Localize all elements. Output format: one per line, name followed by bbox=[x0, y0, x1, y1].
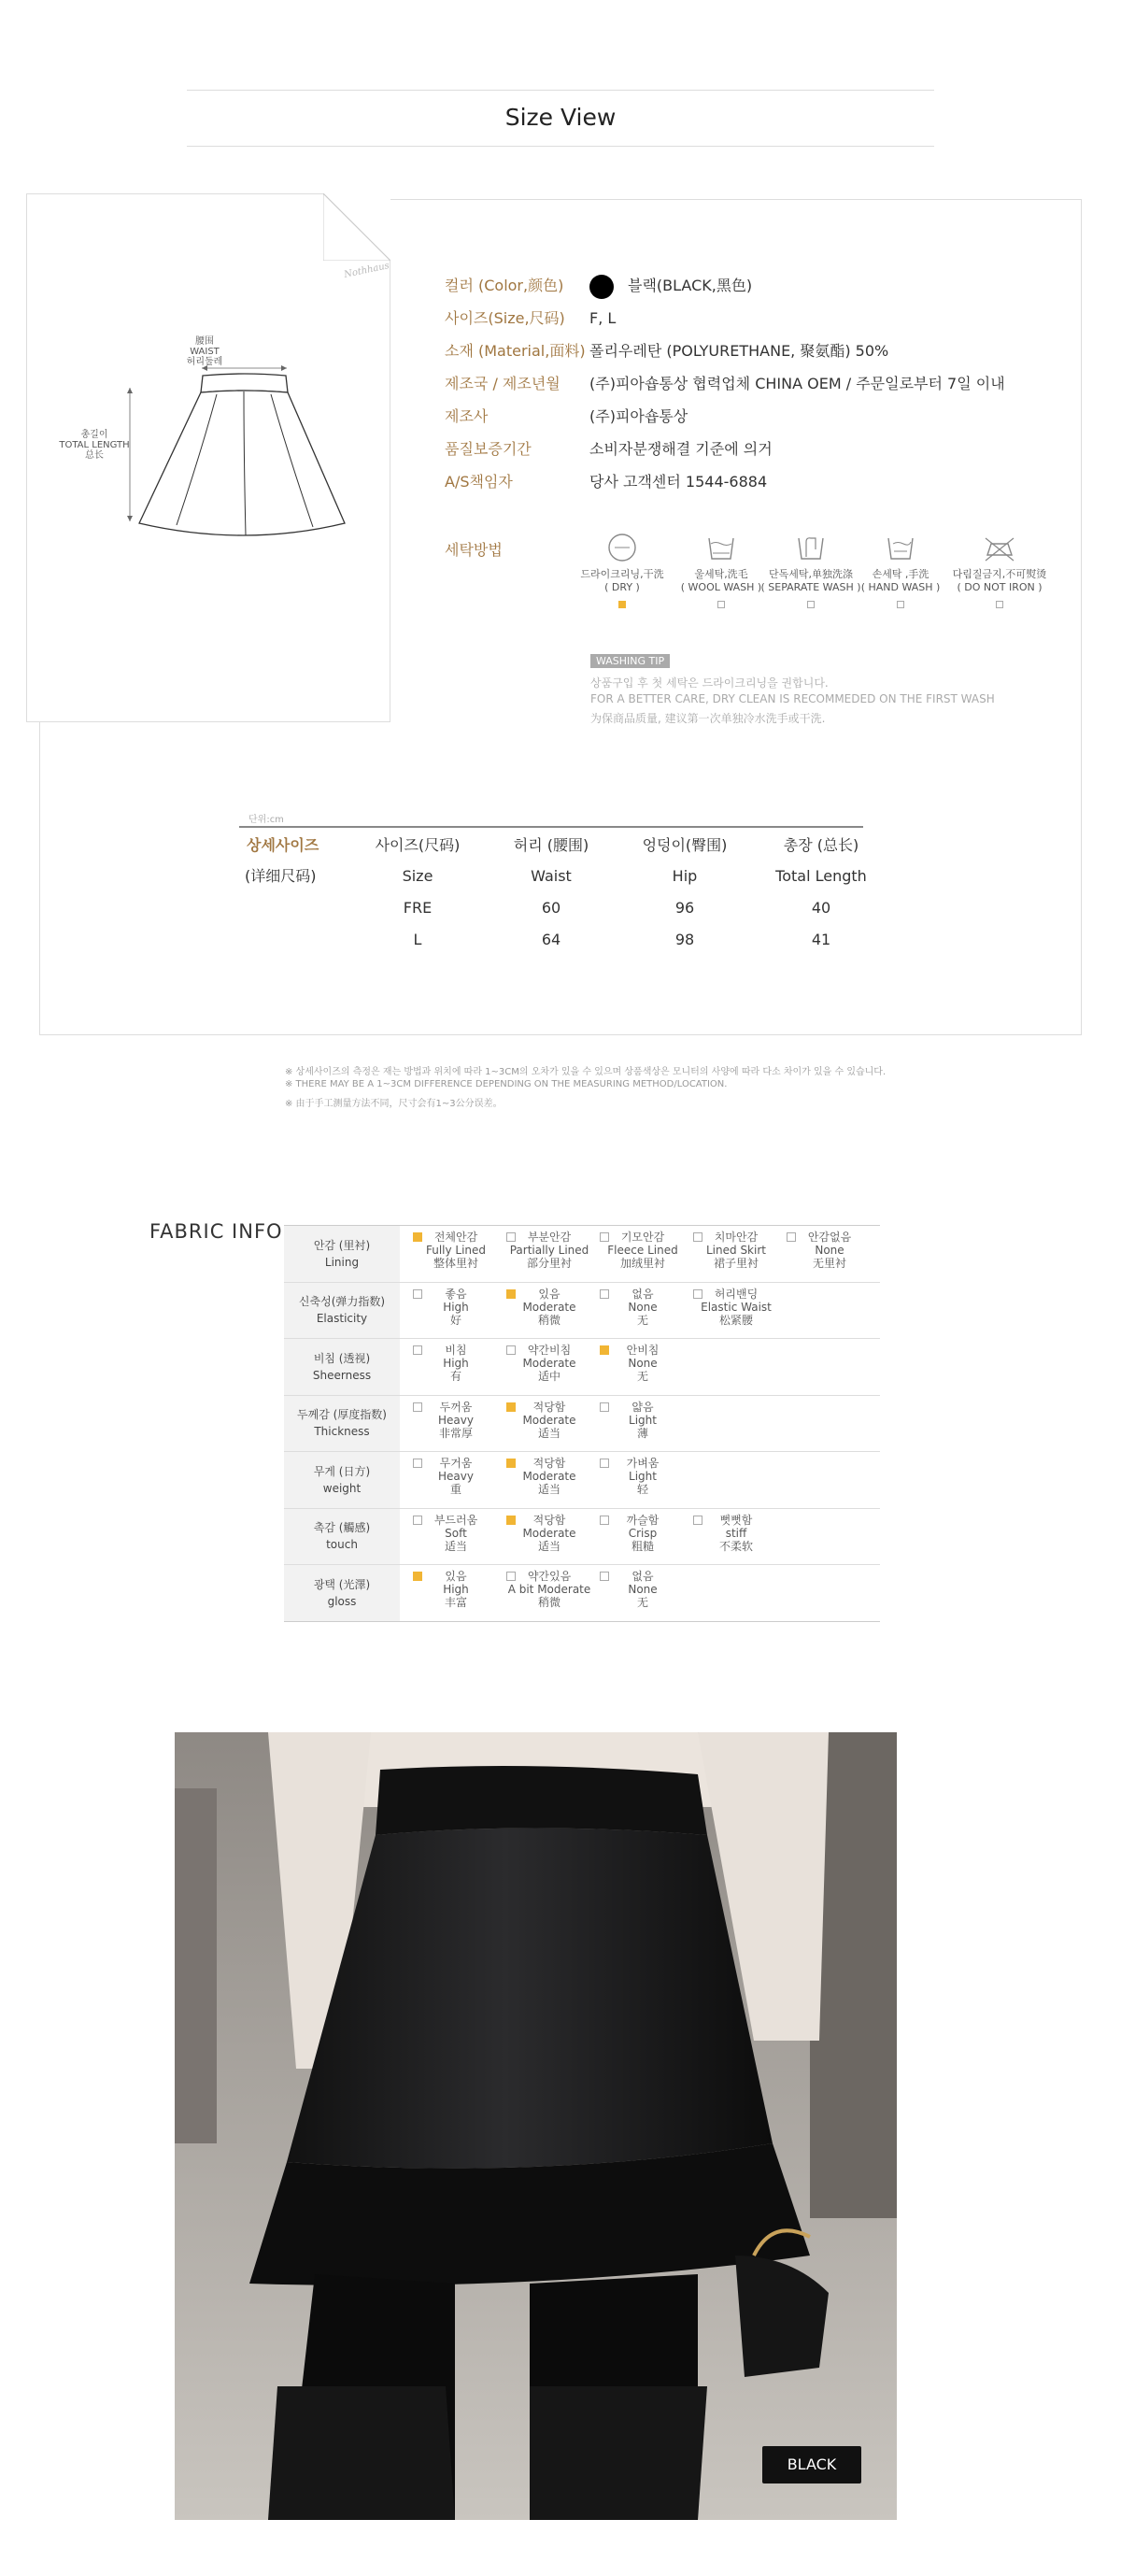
fabric-option-zh: 松紧腰 bbox=[718, 1313, 753, 1327]
fabric-row-head bbox=[284, 1226, 400, 1282]
fabric-option-zh: 无 bbox=[636, 1370, 648, 1383]
fabric-option-en: None bbox=[628, 1357, 658, 1370]
fabric-option-checkbox bbox=[506, 1232, 516, 1242]
fabric-row-head bbox=[284, 1396, 400, 1452]
size-table-rule bbox=[239, 826, 863, 828]
property-value: F, L bbox=[589, 309, 617, 327]
care-hand-wash: 손세탁 ,手洗 ( HAND WASH ) bbox=[844, 533, 957, 608]
fabric-option-en: Moderate bbox=[522, 1470, 576, 1483]
fabric-option-en: Elastic Waist bbox=[701, 1300, 772, 1314]
fabric-option bbox=[503, 1288, 596, 1327]
fabric-option-en: Moderate bbox=[522, 1413, 576, 1427]
fabric-option-zh: 稍微 bbox=[537, 1596, 560, 1609]
property-label: 제조사 bbox=[445, 407, 489, 425]
fabric-option bbox=[503, 1401, 596, 1440]
fabric-row-label-en: Elasticity bbox=[316, 1312, 368, 1326]
property-label: 소재 (Material,面料) bbox=[445, 342, 586, 360]
size-note: ※ THERE MAY BE A 1~3CM DIFFERENCE DEPENDING ON THE MEASURING METHOD/LOCATION. bbox=[285, 1079, 728, 1089]
fabric-option-checkbox bbox=[413, 1289, 422, 1299]
fabric-option-en: Moderate bbox=[522, 1300, 576, 1314]
fabric-option-checkbox bbox=[600, 1459, 609, 1468]
length-label: 총길이 TOTAL LENGTH 总长 bbox=[59, 430, 130, 461]
fabric-option-zh: 无 bbox=[636, 1313, 648, 1327]
fabric-row-label: 광택 (光澤) bbox=[313, 1577, 371, 1591]
fabric-option bbox=[503, 1231, 596, 1270]
page-title: Size View bbox=[504, 104, 617, 131]
size-cell: L bbox=[413, 931, 422, 948]
care-checkbox bbox=[996, 601, 1003, 608]
size-cell: 40 bbox=[811, 899, 831, 917]
fabric-option bbox=[596, 1288, 689, 1327]
fabric-option-en: Partially Lined bbox=[509, 1244, 589, 1257]
separate-wash-icon bbox=[795, 533, 827, 562]
fabric-option bbox=[596, 1514, 689, 1553]
fabric-row-head bbox=[284, 1339, 400, 1395]
fabric-row-label: 신축성(弹力指数) bbox=[298, 1295, 386, 1309]
fabric-option-zh: 适当 bbox=[537, 1426, 560, 1440]
fabric-row-label: 비침 (透视) bbox=[313, 1351, 371, 1365]
property-value: (주)피아숍통상 협력업체 CHINA OEM / 주문일로부터 7일 이내 bbox=[589, 375, 1005, 392]
fabric-option bbox=[503, 1514, 596, 1553]
care-dry-clean: 드라이크리닝,干洗 ( DRY ) bbox=[566, 533, 678, 608]
fabric-option-ko: 비침 bbox=[445, 1344, 467, 1357]
fabric-option-zh: 薄 bbox=[636, 1426, 648, 1440]
size-cell: 41 bbox=[811, 931, 831, 948]
fabric-row-label-en: Thickness bbox=[314, 1425, 370, 1439]
fabric-row-label-en: weight bbox=[322, 1481, 362, 1495]
fabric-row-label: 무게 (日方) bbox=[313, 1464, 371, 1478]
fabric-option-ko: 약간비침 bbox=[527, 1344, 572, 1357]
color-swatch-icon bbox=[589, 275, 614, 299]
size-cell: 64 bbox=[541, 931, 561, 948]
care-wool-wash: 울세탁,洗毛 ( WOOL WASH ) bbox=[665, 533, 777, 608]
fabric-row-head bbox=[284, 1283, 400, 1339]
fabric-option bbox=[503, 1457, 596, 1496]
fabric-option-en: Moderate bbox=[522, 1526, 576, 1540]
size-header: 사이즈(尺码) bbox=[375, 836, 461, 854]
washing-tip-badge: WASHING TIP bbox=[590, 654, 670, 668]
fabric-option-zh: 重 bbox=[449, 1483, 461, 1496]
fabric-option-ko: 얇음 bbox=[631, 1400, 654, 1414]
fabric-row-head bbox=[284, 1565, 400, 1621]
fabric-option-ko: 부드러움 bbox=[433, 1513, 478, 1527]
fabric-option-ko: 까슬함 bbox=[626, 1513, 660, 1527]
fabric-option-checkbox bbox=[506, 1345, 516, 1355]
fabric-option-en: Fully Lined bbox=[425, 1244, 487, 1257]
fabric-option-checkbox bbox=[413, 1345, 422, 1355]
fabric-option bbox=[596, 1457, 689, 1496]
fabric-option bbox=[503, 1344, 596, 1383]
fabric-option-ko: 약간있음 bbox=[527, 1570, 572, 1583]
fabric-option-ko: 적당함 bbox=[532, 1513, 566, 1527]
fabric-option-ko: 안감없음 bbox=[807, 1231, 852, 1244]
fabric-option bbox=[596, 1401, 689, 1440]
fabric-row bbox=[284, 1226, 880, 1283]
sketch-watermark: Nothhaus bbox=[343, 261, 390, 280]
size-side-label-zh: (详细尺码) bbox=[245, 867, 317, 885]
fabric-option-en: Moderate bbox=[522, 1357, 576, 1370]
property-value: 블랙(BLACK,黑色) bbox=[628, 277, 753, 294]
fabric-option-en: Lined Skirt bbox=[706, 1244, 766, 1257]
property-value: 당사 고객센터 1544-6884 bbox=[589, 473, 768, 491]
fabric-option-zh: 非常厚 bbox=[438, 1426, 473, 1440]
property-label: 사이즈(Size,尺码) bbox=[445, 309, 565, 327]
fabric-option bbox=[503, 1570, 596, 1609]
property-label: A/S책임자 bbox=[445, 473, 513, 491]
fabric-option-zh: 裙子里衬 bbox=[713, 1257, 759, 1270]
fabric-option bbox=[596, 1344, 689, 1383]
hand-wash-icon bbox=[885, 533, 916, 562]
fabric-option-ko: 좋음 bbox=[445, 1287, 467, 1301]
size-cell: 96 bbox=[674, 899, 695, 917]
fabric-option-checkbox bbox=[413, 1516, 422, 1525]
fabric-option-zh: 部分里衬 bbox=[526, 1257, 572, 1270]
fabric-option-zh: 有 bbox=[449, 1370, 461, 1383]
fabric-option-ko: 가벼움 bbox=[626, 1457, 660, 1470]
size-note: ※ 상세사이즈의 측정은 재는 방법과 위치에 따라 1~3CM의 오차가 있을 수 있으며 상품색상은 모니터의 사양에 따라 다소 차이가 있을 수 있습니다. bbox=[285, 1067, 887, 1077]
fabric-option-zh: 适中 bbox=[537, 1370, 560, 1383]
fabric-option-zh: 稍微 bbox=[537, 1313, 560, 1327]
washing-tip-line: FOR A BETTER CARE, DRY CLEAN IS RECOMMEDED ON THE FIRST WASH bbox=[590, 692, 995, 705]
size-unit: 단위:cm bbox=[248, 815, 284, 825]
fabric-option bbox=[689, 1514, 783, 1553]
fabric-option-en: High bbox=[443, 1300, 469, 1314]
fabric-option-checkbox bbox=[600, 1345, 609, 1355]
fabric-option-zh: 无里衬 bbox=[812, 1257, 846, 1270]
fabric-row-label: 촉감 (觸感) bbox=[313, 1521, 371, 1535]
do-not-iron-icon bbox=[982, 533, 1017, 562]
fabric-option-ko: 없음 bbox=[631, 1287, 654, 1301]
care-do-not-iron: 다림질금지,不可熨烫 ( DO NOT IRON ) bbox=[944, 533, 1056, 608]
fabric-option-en: Heavy bbox=[438, 1413, 474, 1427]
size-note: ※ 由于手工测量方法不同，尺寸会有1~3公分误差。 bbox=[285, 1099, 503, 1109]
skirt-sketch-card bbox=[26, 193, 390, 722]
fabric-option-checkbox bbox=[600, 1572, 609, 1581]
fabric-option-en: High bbox=[443, 1583, 469, 1596]
fabric-option-zh: 粗糙 bbox=[631, 1539, 654, 1553]
size-subheader: Hip bbox=[672, 867, 698, 885]
fabric-row-label-en: touch bbox=[326, 1538, 358, 1552]
fabric-option-ko: 있음 bbox=[538, 1287, 560, 1301]
fabric-option-checkbox bbox=[600, 1232, 609, 1242]
care-checkbox bbox=[807, 601, 815, 608]
page-fold-icon bbox=[323, 193, 390, 261]
property-label: 품질보증기간 bbox=[445, 440, 532, 458]
fabric-option bbox=[409, 1457, 503, 1496]
fabric-option-checkbox bbox=[413, 1459, 422, 1468]
fabric-option bbox=[596, 1231, 689, 1270]
fabric-option-ko: 전체안감 bbox=[433, 1231, 478, 1244]
fabric-row-head bbox=[284, 1452, 400, 1508]
size-subheader: Size bbox=[402, 867, 433, 885]
fabric-option-en: None bbox=[628, 1583, 658, 1596]
fabric-option-zh: 适当 bbox=[444, 1539, 467, 1553]
fabric-option bbox=[409, 1570, 503, 1609]
fabric-option-zh: 不柔软 bbox=[718, 1539, 753, 1553]
fabric-option-checkbox bbox=[693, 1289, 702, 1299]
size-subheader: Waist bbox=[531, 867, 572, 885]
fabric-option-ko: 없음 bbox=[631, 1570, 654, 1583]
product-photo bbox=[175, 1732, 897, 2520]
fabric-row-label-en: Sheerness bbox=[312, 1368, 372, 1382]
fabric-option-zh: 加绒里衬 bbox=[619, 1257, 665, 1270]
fabric-info-table bbox=[284, 1225, 880, 1622]
fabric-option-ko: 뻣뻣함 bbox=[719, 1513, 753, 1527]
fabric-option-zh: 丰富 bbox=[444, 1596, 467, 1609]
fabric-option-ko: 허리밴딩 bbox=[714, 1287, 759, 1301]
size-cell: 60 bbox=[541, 899, 561, 917]
fabric-row-label-en: Lining bbox=[324, 1255, 360, 1269]
fabric-option-checkbox bbox=[413, 1402, 422, 1412]
fabric-option-en: High bbox=[443, 1357, 469, 1370]
fabric-option-zh: 适当 bbox=[537, 1483, 560, 1496]
fabric-option-en: stiff bbox=[725, 1526, 747, 1540]
fabric-row bbox=[284, 1339, 880, 1396]
fabric-option bbox=[409, 1401, 503, 1440]
fabric-option-checkbox bbox=[600, 1289, 609, 1299]
fabric-option-en: Light bbox=[629, 1413, 657, 1427]
size-header: 허리 (腰围) bbox=[513, 836, 589, 854]
washing-tip-line: 为保商品质量, 建议第一次单独冷水洗手或干洗. bbox=[590, 712, 826, 725]
property-value: (주)피아숍통상 bbox=[589, 407, 688, 425]
fabric-option-en: None bbox=[815, 1244, 844, 1257]
property-value: 폴리우레탄 (POLYURETHANE, 聚氨酯) 50% bbox=[589, 342, 889, 360]
size-cell: 98 bbox=[674, 931, 695, 948]
fabric-row bbox=[284, 1283, 880, 1340]
fabric-row-label-en: gloss bbox=[327, 1594, 357, 1608]
fabric-option bbox=[689, 1231, 783, 1270]
fabric-option-checkbox bbox=[506, 1459, 516, 1468]
size-side-label: 상세사이즈 bbox=[247, 836, 319, 854]
fabric-row bbox=[284, 1509, 880, 1566]
property-label: 컬러 (Color,颜色) bbox=[445, 277, 564, 294]
fabric-row-label: 안감 (里衬) bbox=[313, 1238, 371, 1252]
skirt-outline-icon bbox=[83, 363, 363, 549]
title-rule-bottom bbox=[187, 146, 934, 147]
fabric-option bbox=[689, 1288, 783, 1327]
fabric-option-checkbox bbox=[413, 1232, 422, 1242]
fabric-row-label: 두께감 (厚度指数) bbox=[297, 1408, 387, 1422]
fabric-option-ko: 부분안감 bbox=[527, 1231, 572, 1244]
skirt-photo-illustration bbox=[175, 1732, 897, 2520]
dry-clean-icon bbox=[606, 533, 638, 562]
fabric-row-head bbox=[284, 1509, 400, 1565]
fabric-row bbox=[284, 1452, 880, 1509]
wool-wash-icon bbox=[705, 533, 737, 562]
fabric-option-checkbox bbox=[693, 1232, 702, 1242]
size-subheader: Total Length bbox=[775, 867, 867, 885]
fabric-option-zh: 适当 bbox=[537, 1539, 560, 1553]
fabric-option-ko: 무거움 bbox=[439, 1457, 473, 1470]
care-checkbox bbox=[717, 601, 725, 608]
fabric-option bbox=[409, 1231, 503, 1270]
fabric-option-ko: 안비침 bbox=[626, 1344, 660, 1357]
fabric-option-ko: 기모안감 bbox=[620, 1231, 665, 1244]
fabric-option bbox=[596, 1570, 689, 1609]
fabric-option-checkbox bbox=[787, 1232, 796, 1242]
fabric-option-zh: 轻 bbox=[636, 1483, 648, 1496]
fabric-option-ko: 있음 bbox=[445, 1570, 467, 1583]
fabric-row bbox=[284, 1396, 880, 1453]
fabric-option-ko: 적당함 bbox=[532, 1400, 566, 1414]
fabric-option-en: Crisp bbox=[628, 1526, 658, 1540]
care-separate-wash: 단독세탁,单独洗涤 ( SEPARATE WASH ) bbox=[755, 533, 867, 608]
fabric-option-zh: 无 bbox=[636, 1596, 648, 1609]
fabric-option bbox=[409, 1514, 503, 1553]
fabric-option-en: Fleece Lined bbox=[607, 1244, 678, 1257]
size-header: 엉덩이(臀围) bbox=[642, 836, 728, 854]
color-tag: BLACK bbox=[762, 2446, 861, 2483]
fabric-option-checkbox bbox=[693, 1516, 702, 1525]
fabric-option-en: Soft bbox=[445, 1526, 467, 1540]
fabric-option-checkbox bbox=[506, 1289, 516, 1299]
washing-tip-line: 상품구입 후 첫 세탁은 드라이크리닝을 권합니다. bbox=[590, 676, 829, 690]
property-value: 소비자분쟁해결 기준에 의거 bbox=[589, 440, 773, 458]
fabric-option-ko: 두꺼움 bbox=[439, 1400, 473, 1414]
fabric-option-checkbox bbox=[506, 1402, 516, 1412]
waist-label: 腰围 WAIST 허리둘레 bbox=[186, 336, 223, 367]
fabric-option bbox=[409, 1288, 503, 1327]
fabric-option-checkbox bbox=[506, 1516, 516, 1525]
size-cell: FRE bbox=[403, 899, 433, 917]
fabric-option-en: Light bbox=[629, 1470, 657, 1483]
fabric-option-en: None bbox=[628, 1300, 658, 1314]
fabric-option-zh: 好 bbox=[449, 1313, 461, 1327]
fabric-option-checkbox bbox=[600, 1516, 609, 1525]
care-checkbox bbox=[618, 601, 626, 608]
property-label: 제조국 / 제조년월 bbox=[445, 375, 560, 392]
fabric-info-title: FABRIC INFO bbox=[149, 1220, 283, 1243]
fabric-option-zh: 整体里衬 bbox=[433, 1257, 478, 1270]
fabric-option-checkbox bbox=[600, 1402, 609, 1412]
fabric-option-ko: 적당함 bbox=[532, 1457, 566, 1470]
size-header: 총장 (总长) bbox=[783, 836, 859, 854]
fabric-option bbox=[783, 1231, 876, 1270]
fabric-option-ko: 치마안감 bbox=[714, 1231, 759, 1244]
fabric-row bbox=[284, 1565, 880, 1621]
care-checkbox bbox=[897, 601, 904, 608]
fabric-option bbox=[409, 1344, 503, 1383]
fabric-option-checkbox bbox=[506, 1572, 516, 1581]
fabric-option-en: A bit Moderate bbox=[507, 1583, 591, 1596]
fabric-option-checkbox bbox=[413, 1572, 422, 1581]
fabric-option-en: Heavy bbox=[438, 1470, 474, 1483]
